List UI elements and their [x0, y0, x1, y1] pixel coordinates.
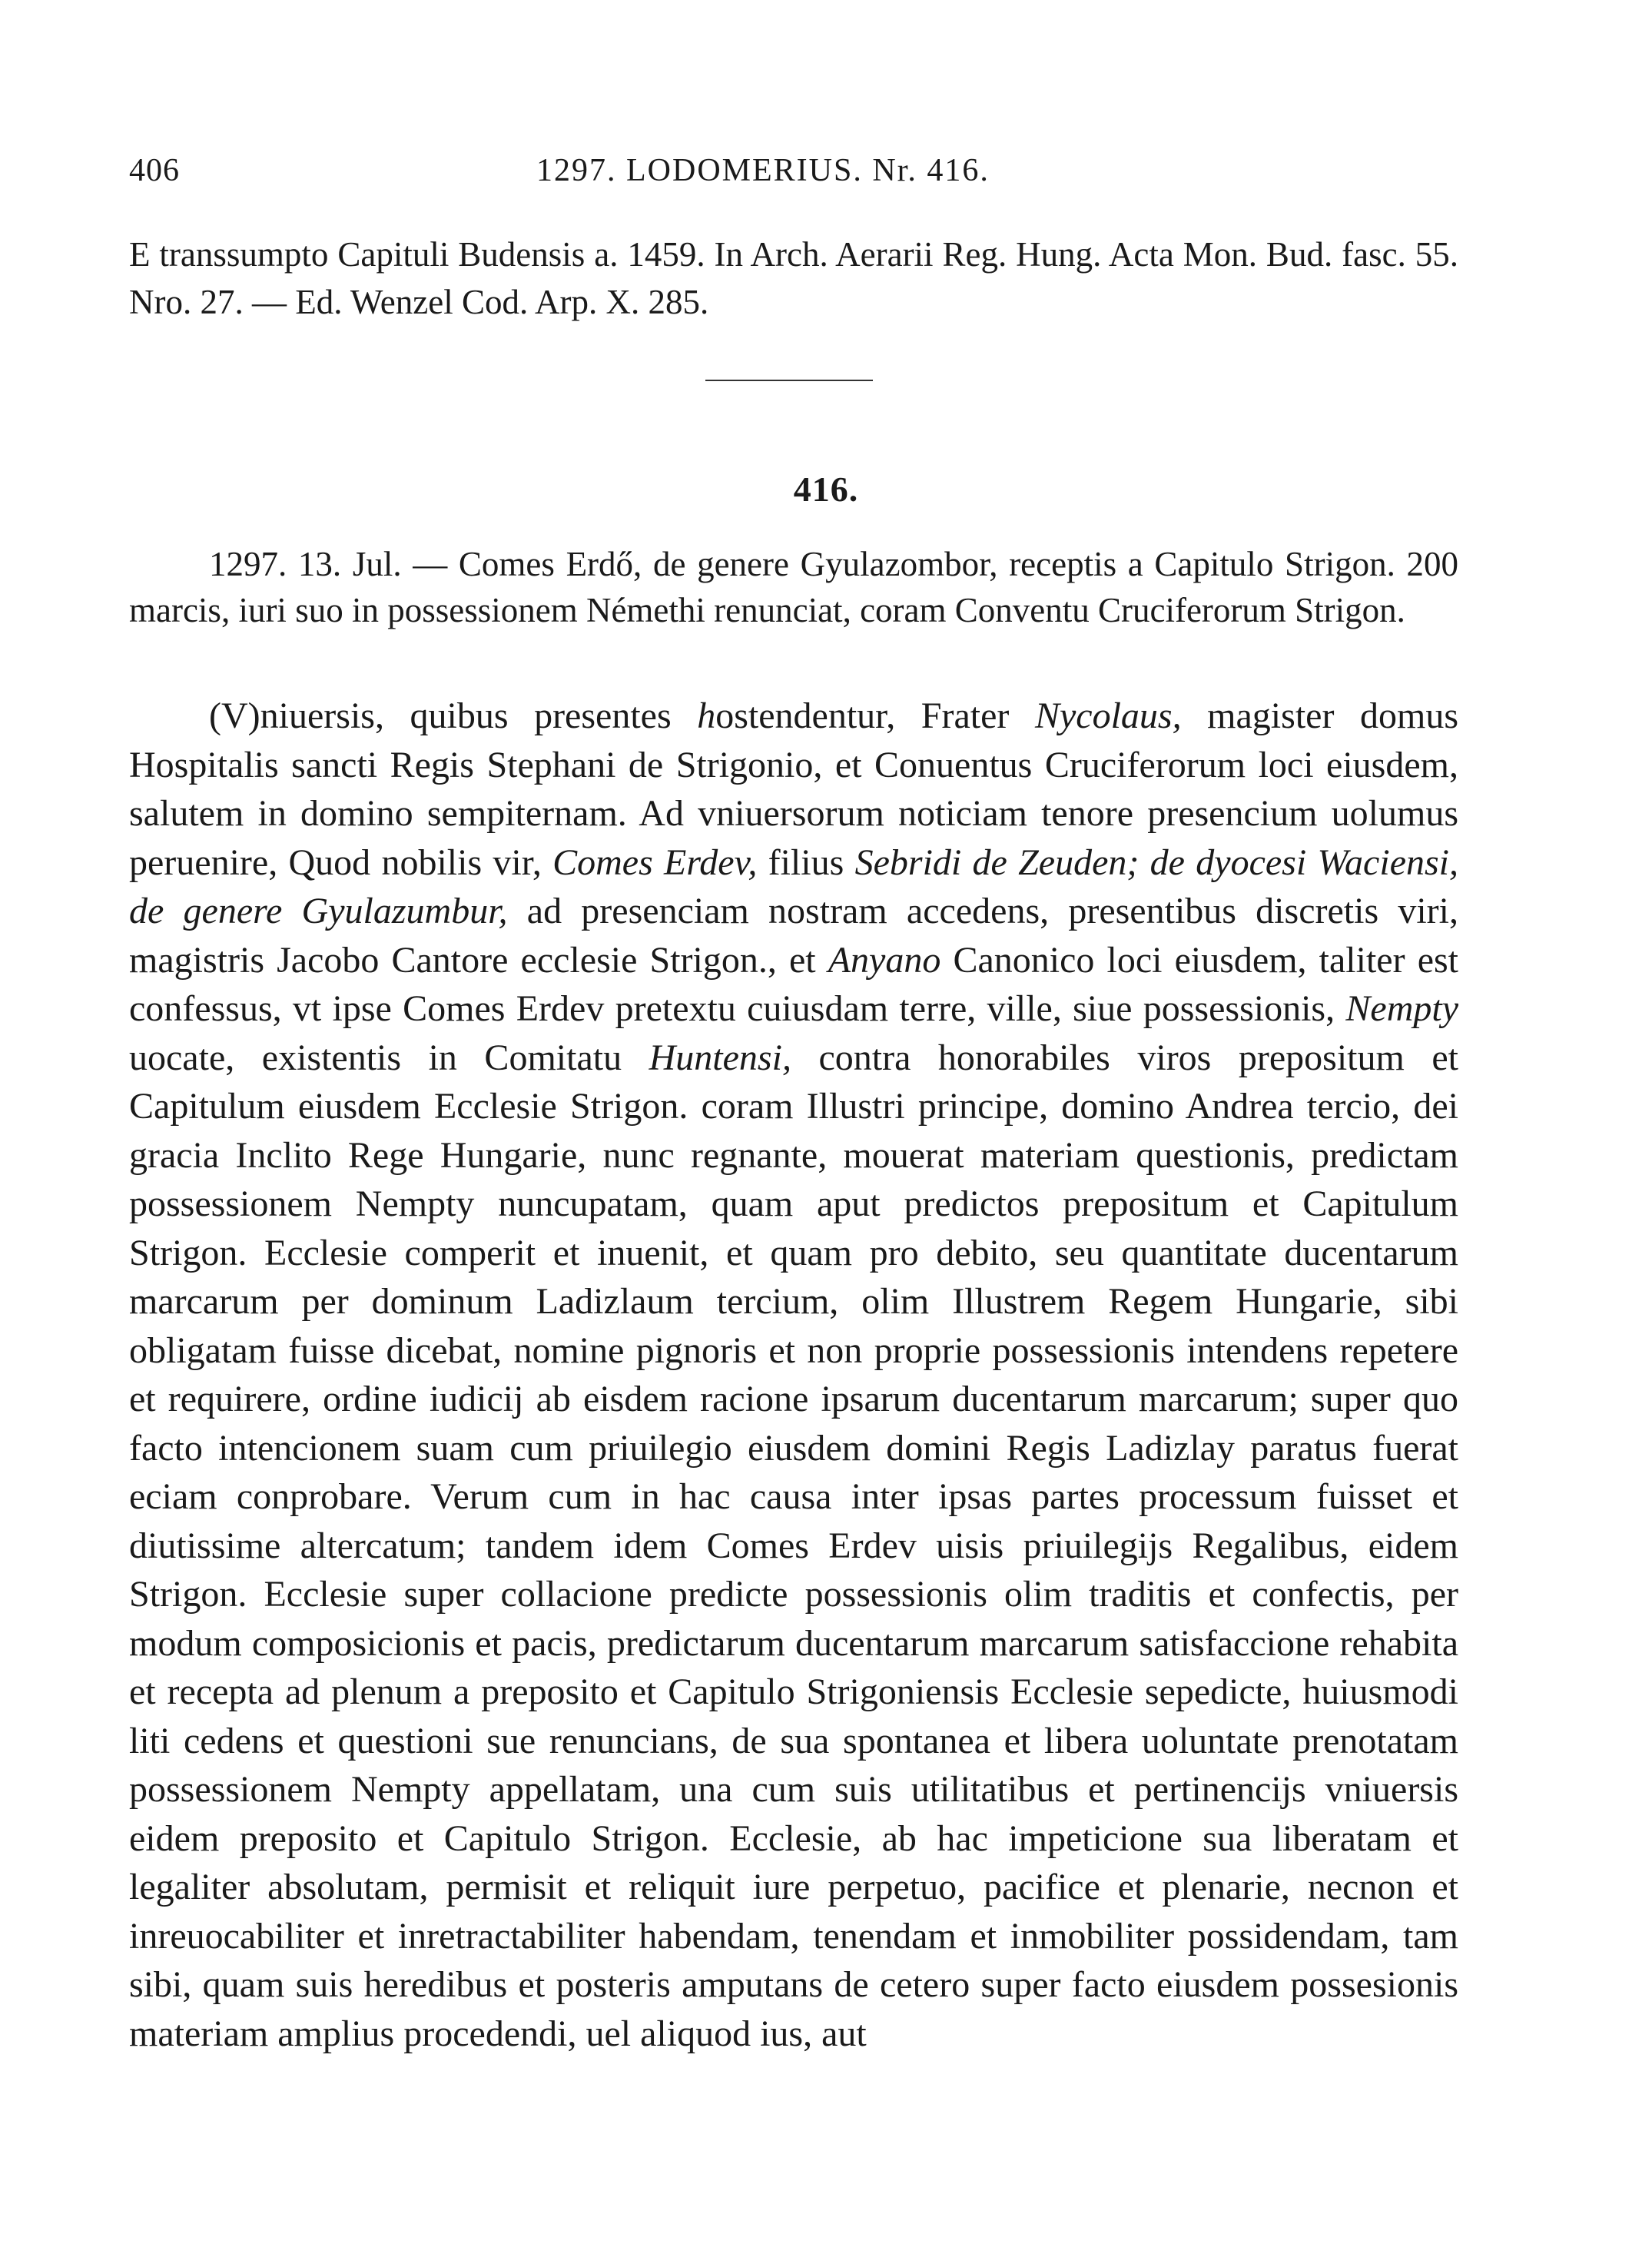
italic-place-nempty: Nempty [1345, 988, 1458, 1029]
text-run: ostendentur, Frater [715, 695, 1035, 736]
page-number: 406 [129, 153, 180, 188]
source-note: E transsumpto Capituli Budensis a. 1459. In Arch. Aerarii Reg. Hung. Acta Mon. Bud. fasc. 55. Nro. 27. — Ed. Wenzel Cod. Arp. X. 285. [129, 235, 1458, 321]
text-run: ad presenciam nostram accedens, presentibus discretis viri, magistris Jacobo Cantore ecclesie Strigon., et [129, 891, 1459, 981]
italic-name-anyano: Anyano [828, 939, 941, 981]
document-regest: 1297. 13. Jul. — Comes Erdő, de genere Gyulazombor, receptis a Capitulo Strigon. 200 marcis, iuri suo in possessionem Némethi renunciat, coram Conventu Cruciferorum Strigon. [129, 545, 1458, 629]
text-run: Canonico loci eiusdem, taliter est confessus, vt ipse Comes Erdev pretextu cuiusdam terre, ville, siue possessionis, [129, 939, 1459, 1029]
italic-lineage: Sebridi de Zeuden; de dyocesi Waciensi, de genere Gyulazumbur, [129, 841, 1459, 931]
text-run: filius [757, 841, 855, 883]
italic-name-nycolaus: Nycolaus, [1034, 695, 1182, 736]
section-divider [705, 380, 873, 381]
italic-place-huntensi: Huntensi, [649, 1037, 791, 1078]
running-title: 1297. LODOMERIUS. Nr. 416. [536, 153, 990, 188]
text-run: contra honorabiles viros prepositum et Capitulum eiusdem Ecclesie Strigon. coram Illustri principe, domino Andrea tercio, dei gracia Inclito Rege Hungarie, nunc regnante, mouerat materiam questionis, predictam possessionem Nempty nuncupatam, quam aput predictos prepositum et Capitulum Strigon. Ecclesie comperit et inuenit, et quam pro debito, seu quantitate ducentarum marcarum per dominum Ladizlaum tercium, olim Illustrem Regem Hungarie, sibi obligatam fuisse dicebat, nomine pignoris et non proprie possessionis intendens repetere et requirere, ordine iudicij ab eisdem racione ipsarum ducentarum marcarum; super quo facto intencionem suam cum priuilegio eiusdem domini Regis Ladizlay paratus fuerat eciam conprobare. Verum cum in hac causa inter ipsas partes processum fuisset et diutissime altercatum; tandem idem Comes Erdev uisis priuilegijs Regalibus, eidem Strigon. Ecclesie super collacione predicte possessionis olim traditis et confectis, per modum composicionis et pacis, predictarum ducentarum marcarum satisfaccione rehabita et recepta ad plenum a preposito et Capitulo Strigoniensis Ecclesie sepedicte, huiusmodi liti cedens et questioni sue renuncians, de sua spontanea et libera uoluntate prenotatam possessionem Nempty appellatam, una cum suis utilitatibus et pertinencijs vniuersis eidem preposito et Capitulo Strigon. Ecclesie, ab hac impeticione sua liberatam et legaliter absolutam, permisit et reliquit iure perpetuo, pacifice et plenarie, necnon et inreuocabiliter et inretractabiliter habendam, tenendam et inmobiliter possidendam, tam sibi, quam suis heredibus et posteris amputans de cetero super facto eiusdem possesionis materiam amplius procedendi, uel aliquod ius, aut [129, 1037, 1459, 2054]
text-run: (V)niuersis, quibus presentes [209, 695, 698, 736]
running-header [129, 152, 1458, 198]
italic-initial: h [697, 695, 716, 736]
text-run: uocate, existentis in Comitatu [129, 1037, 649, 1078]
text-run: magister domus Hospitalis sancti Regis Stephani de Strigonio, et Conuentus Cruciferorum loci eiusdem, salutem in domino sempiternam. Ad vniuersorum noticiam tenore presencium uolumus peruenire, Quod nobilis vir, [129, 695, 1459, 883]
italic-name-comes-erdev: Comes Erdev, [552, 841, 758, 883]
document-number: 416. [793, 470, 859, 509]
charter-text [129, 692, 1458, 2058]
